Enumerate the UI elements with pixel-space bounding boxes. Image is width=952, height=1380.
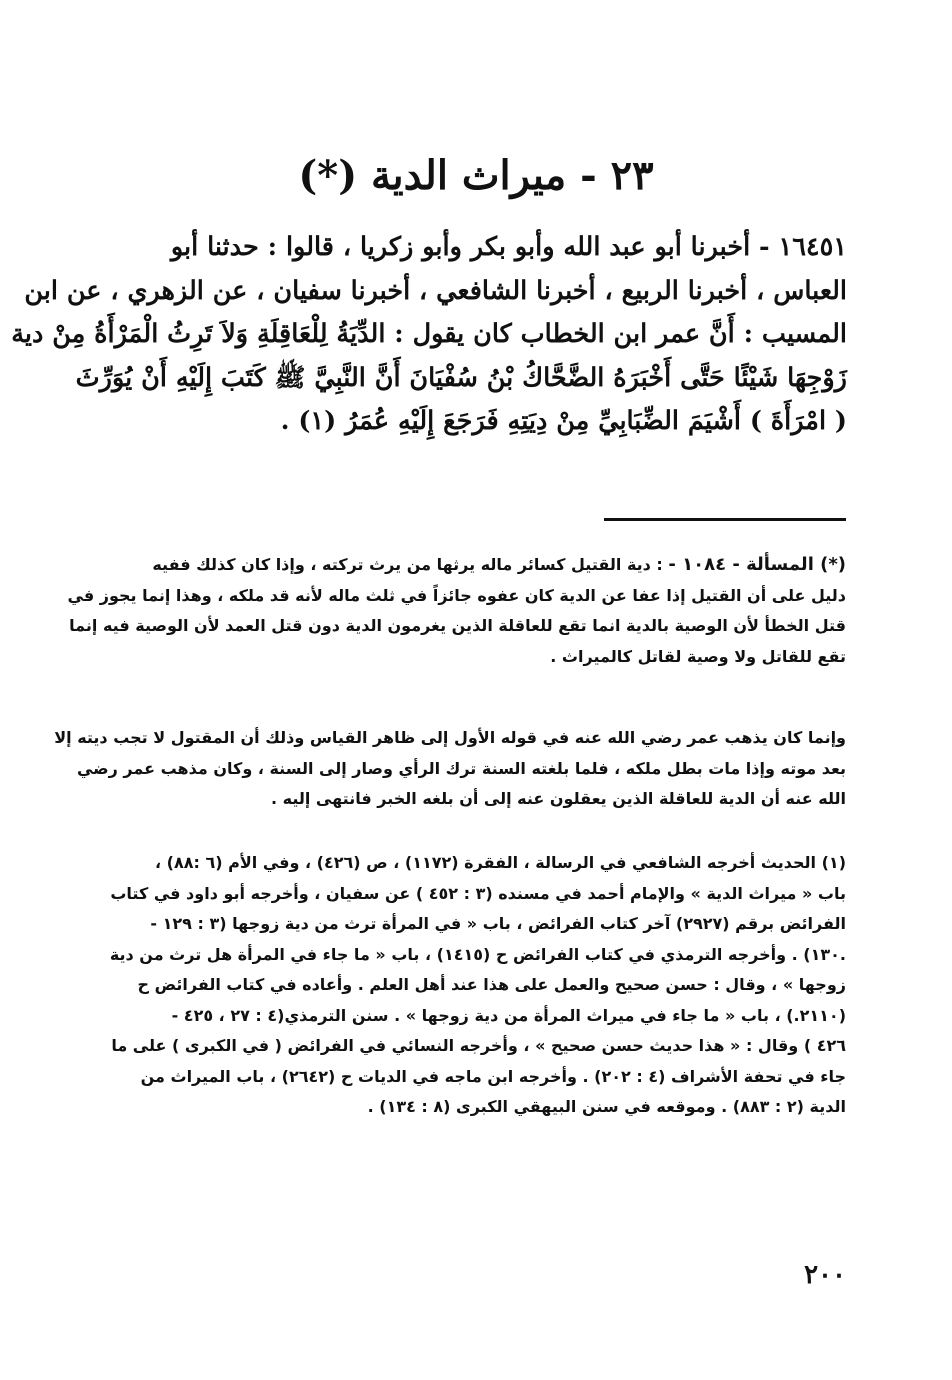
footnote-line: الفرائض برقم (٢٩٢٧) آخر كتاب الفرائض ، باب « في المرأة ترث من دية زوجها (٣ : ١٢٩ -	[150, 914, 846, 933]
hadith-line: المسيب : أَنَّ عمر ابن الخطاب كان يقول : الدِّيَةُ لِلْعَاقِلَةِ وَلاَ تَرِثُ الْمَرْأَةُ مِنْ دية	[11, 319, 847, 349]
footnote-line: قتل الخطأ لأن الوصية بالدية انما تقع للعاقلة الذين يغرمون الدية دون قتل العمد لأن الوصية فيه إنما	[69, 616, 846, 635]
footnote-masala	[67, 550, 846, 672]
hadith-line: زَوْجِهَا شَيْئًا حَتَّى أَخْبَرَهُ الضَّحَّاكُ بْنُ سُفْيَانَ أَنَّ النَّبِيَّ ﷺ كَتَبَ إِلَيْهِ أَنْ يُوَرِّثَ	[75, 362, 847, 393]
footnote-line: تقع للقاتل ولا وصية لقاتل كالميراث .	[550, 646, 846, 666]
footnote-takhrij	[104, 848, 846, 1123]
footnote-line: (٢١١٠.) ، باب « ما جاء في ميراث المرأة من دية زوجها » . سنن الترمذي(٤ : ٢٧ ، ٤٢٥ -	[171, 1005, 846, 1025]
footnote-line	[104, 550, 846, 581]
footnote-line: الله عنه أن الدية للعاقلة الذين يعقلون عنه إلى أن بلغه الخبر فانتهى إليه .	[270, 789, 846, 808]
footnote-line: جاء في تحفة الأشراف (٤ : ٢٠٢) . وأخرجه ابن ماجه في الديات ح (٢٦٤٢) ، باب الميراث من	[140, 1066, 846, 1086]
footnote-text: : دية القتيل كسائر ماله يرثها من يرث تركته ، وإذا كان كذلك ففيه	[152, 555, 663, 574]
footnote-line: الدية (٢ : ٨٨٣) . وموقعه في سنن البيهقي الكبرى (٨ : ١٣٤) .	[367, 1097, 846, 1116]
footnote-line: .١٣٠) . وأخرجه الترمذي في كتاب الفرائض ح (١٤١٥) ، باب « ما جاء في المرأة هل ترث من دية	[109, 944, 846, 964]
footnote-line: (١) الحديث أخرجه الشافعي في الرسالة ، الفقرة (١١٧٢) ، ص (٤٢٦) ، وفي الأم (٦ :٨٨) ،	[155, 853, 846, 872]
hadith-text	[11, 226, 847, 444]
footnote-heading: (*) المسألة - ١٠٨٤ -	[668, 554, 846, 575]
footnote-commentary	[54, 723, 846, 815]
hadith-line: العباس ، أخبرنا الربيع ، أخبرنا الشافعي ، أخبرنا سفيان ، عن الزهري ، عن ابن	[24, 275, 847, 306]
footnote-line: وإنما كان يذهب عمر رضي الله عنه في قوله الأول إلى ظاهر القياس وذلك أن المقتول لا تجب ديته إلا	[54, 728, 846, 747]
footnote-divider	[604, 518, 846, 521]
page-number: ٢٠٠	[804, 1260, 846, 1290]
footnote-line: زوجها » ، وقال : حسن صحيح والعمل على هذا عند أهل العلم . وأعاده في كتاب الفرائض ح	[137, 975, 846, 994]
hadith-line: ( امْرَأَةَ ) أَشْيَمَ الضِّبَابِيِّ مِنْ دِيَتِهِ فَرَجَعَ إِلَيْهِ عُمَرُ (١) .	[280, 406, 847, 436]
footnote-line: ٤٢٦ ) وقال : « هذا حديث حسن صحيح » ، وأخرجه النسائي في الفرائض ( في الكبرى ) على ما	[111, 1036, 846, 1055]
footnote-line: بعد موته وإذا مات بطل ملكه ، فلما بلغته السنة ترك الرأي وصار إلى السنة ، وكان مذهب عمر رضي	[76, 758, 846, 778]
footnote-line: دليل على أن القتيل إذا عفا عن الدية كان عفوه جائزاً في ثلث ماله لأنه قد ملكه ، وهذا إنما يجوز في	[67, 585, 846, 605]
chapter-title: ٢٣ - ميراث الدية (*)	[298, 152, 654, 199]
hadith-line: ١٦٤٥١ - أخبرنا أبو عبد الله وأبو بكر وأبو زكريا ، قالوا : حدثنا أبو	[170, 232, 847, 262]
footnote-line: باب « ميراث الدية » والإمام أحمد في مسنده (٣ : ٤٥٢ ) عن سفيان ، وأخرجه أبو داود في كتاب	[110, 883, 846, 903]
